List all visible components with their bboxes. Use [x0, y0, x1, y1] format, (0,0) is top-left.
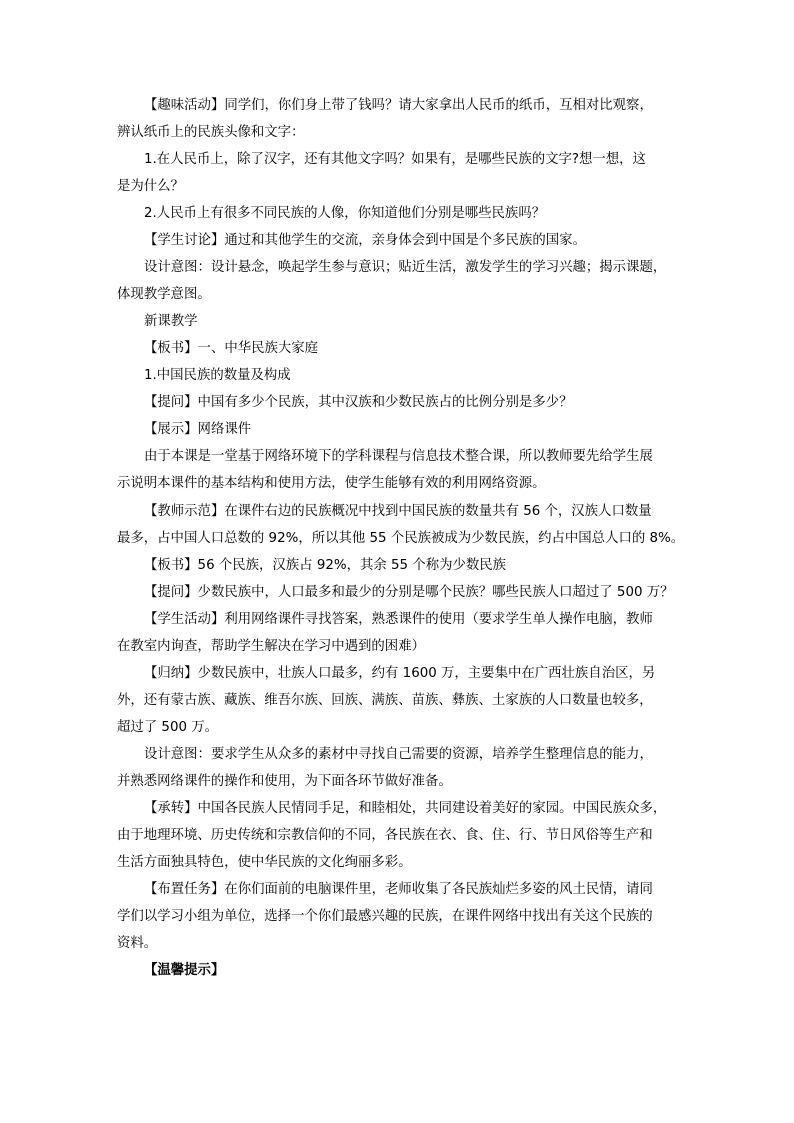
text-line: 【学生活动】利用网络课件寻找答案，熟悉课件的使用（要求学生单人操作电脑，教师 [144, 612, 653, 627]
text-line: 1.在人民币上，除了汉字，还有其他文字吗？如果有，是哪些民族的文字?想一想，这 [144, 152, 646, 167]
text-line: 示说明本课件的基本结构和使用方法，使学生能够有效的利用网络资源。 [117, 476, 546, 491]
text-line: 在教室内询查，帮助学生解决在学习中遇到的困难） [117, 639, 425, 654]
text-line: 生活方面独具特色，使中华民族的文化绚丽多彩。 [117, 855, 412, 870]
text-line: 【板书】56 个民族，汉族占 92%，其余 55 个称为少数民族 [144, 558, 507, 573]
text-line: 1.中国民族的数量及构成 [144, 368, 291, 383]
text-line: 外，还有蒙古族、藏族、维吾尔族、回族、满族、苗族、彝族、土家族的人口数量也较多， [117, 693, 653, 708]
text-line: 2.人民币上有很多不同民族的人像，你知道他们分别是哪些民族吗？ [144, 206, 546, 221]
text-line: 超过了 500 万。 [117, 720, 219, 735]
text-line: 学们以学习小组为单位，选择一个你们最感兴趣的民族，在课件网络中找出有关这个民族的 [117, 909, 653, 924]
text-line: 【承转】中国各民族人民情同手足，和睦相处，共同建设着美好的家园。中国民族众多， [144, 801, 667, 816]
text-line: 最多，占中国人口总数的 92%，所以其他 55 个民族被成为少数民族，约占中国总人口的 8%。 [117, 531, 685, 546]
text-line: 【提问】少数民族中，人口最多和最少的分别是哪个民族？哪些民族人口超过了 500 万？ [144, 585, 674, 600]
text-line: 【归纳】少数民族中，壮族人口最多，约有 1600 万，主要集中在广西壮族自治区，另 [144, 666, 656, 681]
text-line: 【学生讨论】通过和其他学生的交流，亲身体会到中国是个多民族的国家。 [144, 233, 586, 248]
text-line: 【板书】一、中华民族大家庭 [144, 341, 319, 356]
section-heading: 新课教学 [144, 314, 198, 329]
text-line: 【展示】网络课件 [144, 422, 252, 437]
text-line: 【布置任务】在你们面前的电脑课件里，老师收集了各民族灿烂多姿的风土民情，请同 [144, 882, 653, 897]
text-line: 由于地理环境、历史传统和宗教信仰的不同，各民族在衣、食、住、行、节日风俗等生产和 [117, 828, 653, 843]
text-line: 并熟悉网络课件的操作和使用，为下面各环节做好准备。 [117, 774, 452, 789]
text-line: 资料。 [117, 936, 158, 951]
text-line: 【教师示范】在课件右边的民族概况中找到中国民族的数量共有 56 个，汉族人口数量 [144, 504, 652, 519]
text-line: 设计意图：要求学生从众多的素材中寻找自己需要的资源，培养学生整理信息的能力， [144, 747, 653, 762]
text-line: 【趣味活动】同学们，你们身上带了钱吗？请大家拿出人民币的纸币，互相对比观察， [144, 98, 653, 113]
text-line: 【提问】中国有多少个民族，其中汉族和少数民族占的比例分别是多少？ [144, 395, 573, 410]
text-line: 体现教学意图。 [117, 287, 211, 302]
text-line: 是为什么？ [117, 179, 184, 194]
text-line: 【温馨提示】 [144, 963, 225, 978]
text-line: 设计意图：设计悬念，唤起学生参与意识；贴近生活，激发学生的学习兴趣；揭示课题， [144, 260, 667, 275]
text-line: 辨认纸币上的民族头像和文字： [117, 125, 305, 140]
text-line: 由于本课是一堂基于网络环境下的学科课程与信息技术整合课，所以教师要先给学生展 [144, 449, 653, 464]
